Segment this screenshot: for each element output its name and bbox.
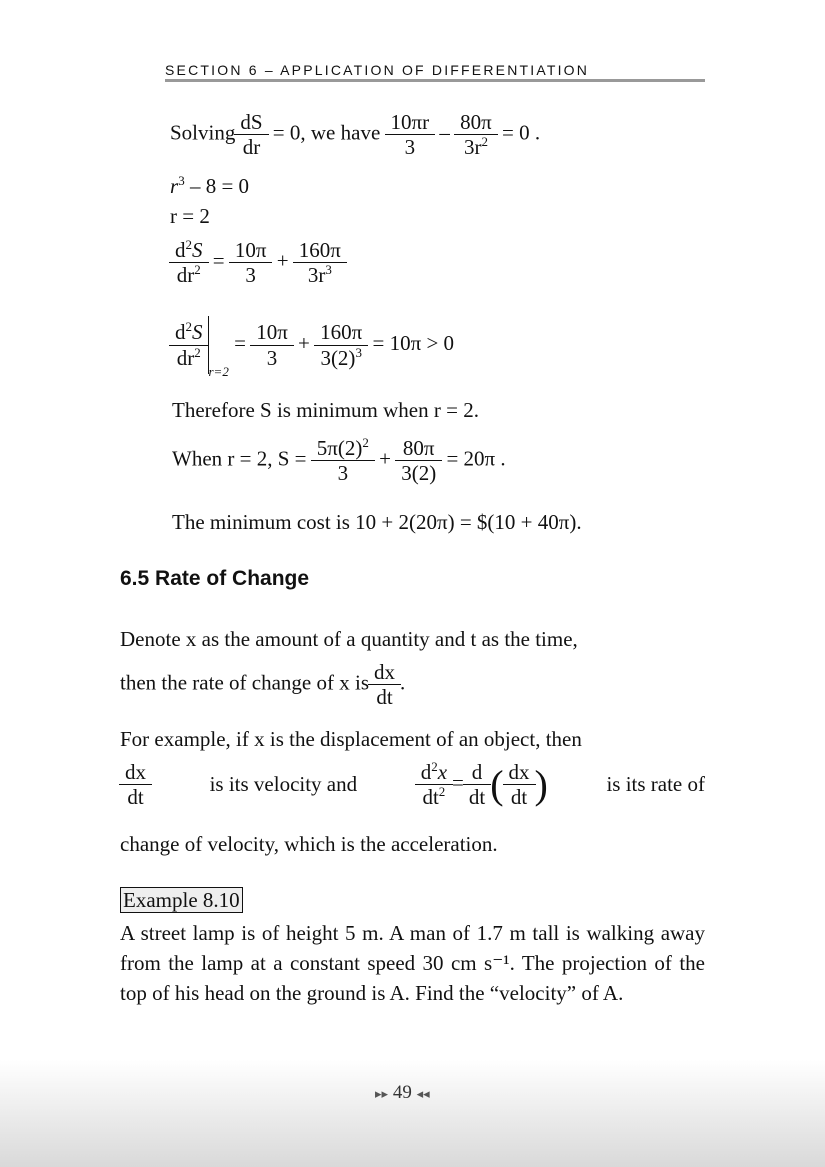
text: = 0, we have <box>272 120 381 145</box>
fraction <box>457 110 495 159</box>
fraction <box>237 110 265 159</box>
denominator <box>169 262 209 287</box>
text: Solving <box>170 120 236 145</box>
denominator <box>169 345 209 370</box>
text: = 10π > 0 <box>372 330 455 355</box>
conclusion: Therefore S is minimum when r = 2. <box>172 398 479 422</box>
header-dash: – <box>264 62 275 78</box>
text: is its velocity and <box>209 772 358 797</box>
t: 3(2) <box>320 345 356 370</box>
denominator: dt <box>119 784 152 809</box>
exponent: 2 <box>185 237 192 252</box>
second-derivative <box>170 238 346 287</box>
t: d <box>175 320 186 345</box>
fraction <box>418 760 450 809</box>
equation-r3 <box>170 174 249 199</box>
denominator: dt <box>463 784 491 809</box>
numerator <box>418 760 450 784</box>
t: dr <box>176 263 195 288</box>
section-label: SECTION 6 <box>165 62 259 78</box>
numerator: 160π <box>298 238 341 262</box>
numerator <box>314 436 372 460</box>
t: 5π(2) <box>316 436 363 460</box>
fraction <box>506 760 533 809</box>
solving-line <box>170 110 540 159</box>
exponent: 3 <box>355 344 362 360</box>
text: then the rate of change of x is <box>120 670 369 695</box>
example-box: Example 8.10 <box>120 887 243 913</box>
fraction <box>371 660 398 709</box>
paragraph: change of velocity, which is the acceleration. <box>120 832 498 856</box>
text: When r = 2, S = <box>172 446 307 471</box>
numerator: 160π <box>320 320 363 345</box>
exponent: 2 <box>481 134 488 150</box>
exponent: 3 <box>178 173 185 188</box>
section-heading: 6.5 Rate of Change <box>120 567 310 590</box>
arrow-left-icon: ◂◂ <box>416 1086 430 1101</box>
t: d <box>420 760 432 784</box>
t: dt <box>422 785 439 810</box>
text: = 20π . <box>446 446 506 471</box>
numerator <box>172 320 206 344</box>
numerator <box>172 238 206 262</box>
denominator: 3 <box>229 262 273 287</box>
denominator: 3(2) <box>395 460 442 485</box>
exponent: 2 <box>194 262 201 278</box>
denominator: 3 <box>250 345 294 370</box>
numerator: 10π <box>234 238 267 262</box>
numerator: dx <box>374 660 395 684</box>
fraction <box>122 760 149 809</box>
minimum-cost: The minimum cost is 10 + 2(20π) = $(10 + 40π). <box>172 510 582 534</box>
minus: – <box>439 120 450 145</box>
denominator <box>293 262 347 287</box>
numerator: dx <box>125 760 146 784</box>
t: dr <box>176 345 195 370</box>
var: r <box>170 174 179 198</box>
t: S <box>192 238 203 262</box>
arrow-right-icon: ▸▸ <box>375 1086 389 1101</box>
running-header <box>165 62 705 82</box>
denominator: 3 <box>385 134 436 159</box>
subscript: r=2 <box>208 363 229 379</box>
fraction <box>398 436 439 485</box>
numerator: 80π <box>460 110 492 134</box>
fraction <box>232 238 270 287</box>
numerator: 80π <box>402 436 435 460</box>
page-number-text: 49 <box>392 1082 412 1103</box>
paragraph-line: then the rate of change of x is $\frac{dx}{dt}$ . <box>120 660 406 710</box>
t: S <box>192 320 203 345</box>
denominator: dt <box>368 684 401 709</box>
t: d <box>175 238 186 262</box>
text: – 8 = 0 <box>184 174 250 198</box>
plus: + <box>298 330 310 355</box>
exponent: 2 <box>431 759 438 774</box>
fraction <box>317 320 365 369</box>
equals: = <box>234 330 246 355</box>
paragraph: For example, if x is the displacement of an object, then <box>120 727 582 751</box>
fraction <box>172 320 206 369</box>
equals: = <box>452 770 464 795</box>
plus: + <box>276 248 289 273</box>
denominator: 3 <box>311 460 375 485</box>
exponent: 2 <box>438 784 446 800</box>
exponent: 3 <box>325 262 332 278</box>
footer-gradient <box>0 1060 825 1167</box>
denominator: dr <box>234 134 268 159</box>
t: 3r <box>307 263 326 288</box>
second-derivative-at-2 <box>170 316 455 379</box>
s-value-line <box>172 436 506 485</box>
paragraph: Denote x as the amount of a quantity and t as the time, <box>120 627 578 651</box>
denominator: dt <box>503 784 536 809</box>
numerator: dS <box>240 110 263 134</box>
denominator <box>454 134 498 159</box>
exponent: 2 <box>185 319 192 335</box>
fraction <box>172 238 206 287</box>
acceleration-expr: $\frac{d^2x}{dt^2}$ = $\frac{d}{dt}$ ( $\frac{dx}{dt}$ ) <box>416 760 548 809</box>
example-text: A street lamp is of height 5 m. A man of 1.7 m tall is walking away from the lamp at a constant speed 30 cm s⁻¹. The projection of the top of his head on the ground is A. Find the “velocity” of A. <box>120 921 705 1005</box>
exponent: 2 <box>194 344 201 360</box>
denominator <box>415 784 453 809</box>
page-number <box>375 1082 430 1104</box>
section-title-header: APPLICATION OF DIFFERENTIATION <box>280 62 590 78</box>
example-label <box>120 888 243 913</box>
plus: + <box>379 446 391 471</box>
fraction <box>466 760 488 809</box>
numerator: dx <box>508 760 530 784</box>
exponent: 2 <box>362 435 369 450</box>
text: = 0 . <box>502 120 541 145</box>
equals: = <box>212 248 225 273</box>
numerator: 10π <box>256 320 288 345</box>
fraction <box>253 320 291 369</box>
t: x <box>437 760 448 784</box>
numerator: d <box>471 760 483 784</box>
fraction <box>388 110 433 159</box>
fraction <box>296 238 344 287</box>
equation-r: r = 2 <box>170 204 210 228</box>
denominator <box>314 345 368 370</box>
velocity-line <box>120 760 705 809</box>
fraction <box>314 436 372 485</box>
den-text: 3r <box>463 135 482 160</box>
numerator: 10πr <box>390 110 430 134</box>
text: is its rate of <box>606 772 705 797</box>
